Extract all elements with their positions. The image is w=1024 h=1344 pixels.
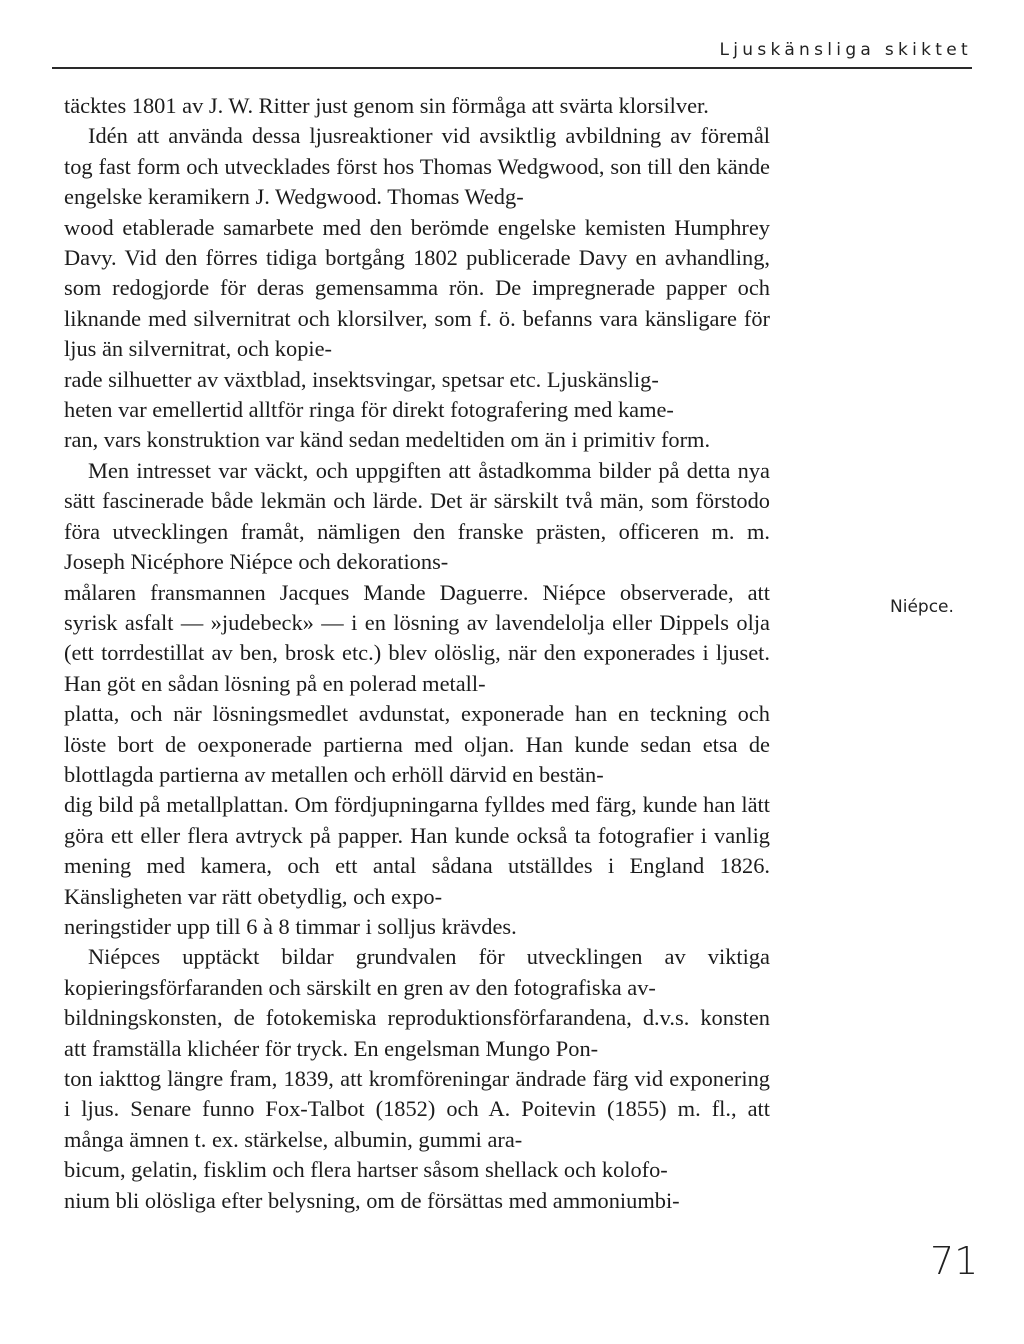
- page-number: 71: [930, 1239, 979, 1283]
- body-text: [64, 91, 770, 1216]
- header-rule: [52, 67, 972, 69]
- paragraph-wedgwood: Idén att använda dessa ljusreaktioner vid avsiktlig avbildning av föremål tog fast form och utvecklades först hos Thomas Wedgwood, son till den kände engelske keramikern J. Wedgwood. Thomas Wedg- wood etablerade samarbete med den berömde engelske kemisten Humphrey Davy. Vid den förres tidiga bortgång 1802 publicerade Davy en avhandling, som redogjorde för deras gemensamma rön. De impregnerade papper och liknande med silvernitrat och klorsilver, som f. ö. befanns vara känsligare för ljus än silvernitrat, och kopie- rade silhuetter av växtblad, insektsvingar, spetsar etc. Ljuskänslig- heten var emellertid alltför ringa för direkt fotografering med kame- ran, vars konstruktion var känd sedan medeltiden om än i primitiv form.: [64, 123, 770, 453]
- running-head: Ljuskänsliga skiktet: [719, 40, 972, 60]
- margin-note: Niépce.: [890, 597, 954, 617]
- paragraph-niepce-daguerre: Men intresset var väckt, och uppgiften att åstadkomma bilder på detta nya sätt fascinerade både lekmän och lärde. Det är särskilt två män, som förstodo föra utvecklingen framåt, nämligen den franske prästen, officeren m. m. Joseph Nicéphore Niépce och dekorations- målaren fransmannen Jacques Mande Daguerre. Niépce observerade, att syrisk asfalt — »judebeck» — i en lösning av lavendelolja eller Dippels olja (ett torrdestillat av ben, brosk etc.) blev olöslig, när den exponerades i ljuset. Han göt en sådan lösning på en polerad metall- platta, och när lösningsmedlet avdunstat, exponerade han en teckning och löste bort de oexponerade partierna med oljan. Han kunde sedan etsa de blottlagda partierna av metallen och erhöll därvid en bestän- dig bild på metallplattan. Om fördjupningarna fylldes med färg, kunde han lätt göra ett eller flera avtryck på papper. Han kunde också ta fotografier i vanlig mening med kamera, och ett antal sådana utställdes i England 1826. Känsligheten var rätt obetydlig, och expo- neringstider upp till 6 à 8 timmar i solljus krävdes.: [64, 457, 770, 939]
- paragraph-continuation: täcktes 1801 av J. W. Ritter just genom sin förmåga att svärta klorsilver.: [64, 93, 709, 118]
- paragraph-kopieringsforfaranden: Niépces upptäckt bildar grundvalen för utvecklingen av viktiga kopieringsförfaranden och särskilt en gren av den fotografiska av- bildningskonsten, de fotokemiska reproduktionsförfarandena, d.v.s. konsten att framställa klichéer för tryck. En engelsman Mungo Pon- ton iakttog längre fram, 1839, att kromföreningar ändrade färg vid exponering i ljus. Senare funno Fox-Talbot (1852) och A. Poitevin (1855) m. fl., att många ämnen t. ex. stärkelse, albumin, gummi ara- bicum, gelatin, fisklim och flera hartser såsom shellack och kolofo- nium bli olösliga efter belysning, om de försättas med ammoniumbi-: [64, 944, 770, 1213]
